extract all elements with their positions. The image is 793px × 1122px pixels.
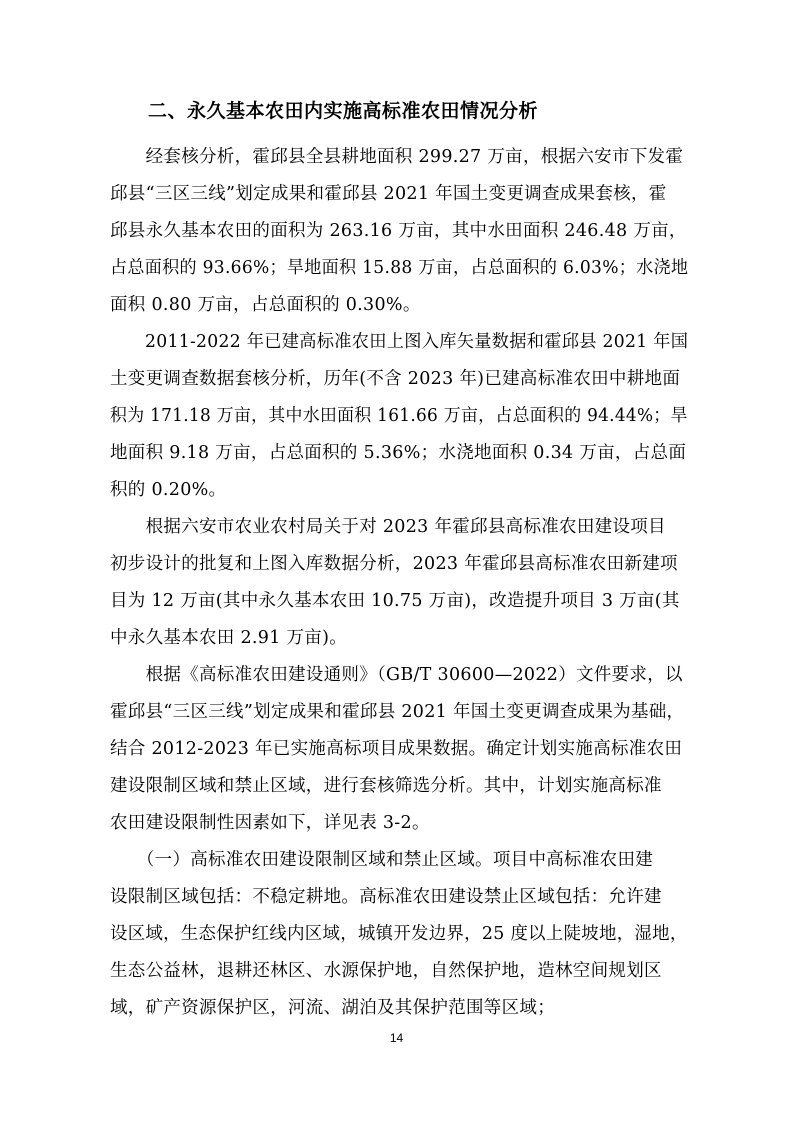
text-line: 目为 12 万亩(其中永久基本农田 10.75 万亩)，改造提升项目 3 万亩(其 bbox=[110, 591, 680, 611]
text-line: 2011-2022 年已建高标准农田上图入库矢量数据和霍邱县 2021 年国 bbox=[110, 332, 689, 352]
text-line: 结合 2012-2023 年已实施高标项目成果数据。确定计划实施高标准农田 bbox=[110, 739, 683, 759]
page-number: 14 bbox=[389, 1031, 404, 1045]
text-line: 根据六安市农业农村局关于对 2023 年霍邱县高标准农田建设项目 bbox=[110, 517, 666, 537]
text-line: 邱县永久基本农田的面积为 263.16 万亩，其中水田面积 246.48 万亩， bbox=[110, 221, 687, 241]
text-line: 占总面积的 93.66%；旱地面积 15.88 万亩，占总面积的 6.03%；水浇地 bbox=[110, 258, 689, 278]
text-line: 设区域，生态保护红线内区域，城镇开发边界，25 度以上陡坡地，湿地， bbox=[110, 924, 688, 944]
section-heading: 二、永久基本农田内实施高标准农田情况分析 bbox=[148, 100, 539, 122]
text-line: 设限制区域包括：不稳定耕地。高标准农田建设禁止区域包括：允许建 bbox=[110, 887, 662, 907]
text-line: 邱县“三区三线”划定成果和霍邱县 2021 年国土变更调查成果套核，霍 bbox=[110, 184, 667, 204]
text-line: （一）高标准农田建设限制区域和禁止区域。项目中高标准农田建 bbox=[110, 850, 654, 870]
text-line: 土变更调查数据套核分析，历年(不含 2023 年)已建高标准农田中耕地面 bbox=[110, 369, 681, 389]
text-line: 积的 0.20%。 bbox=[110, 480, 227, 500]
text-line: 经套核分析，霍邱县全县耕地面积 299.27 万亩，根据六安市下发霍 bbox=[110, 147, 684, 167]
text-line: 积为 171.18 万亩，其中水田面积 161.66 万亩，占总面积的 94.44%；旱 bbox=[110, 406, 688, 426]
text-line: 农田建设限制性因素如下，详见表 3-2。 bbox=[110, 813, 430, 833]
text-line: 面积 0.80 万亩，占总面积的 0.30%。 bbox=[110, 295, 421, 315]
text-line: 域，矿产资源保护区，河流、湖泊及其保护范围等区域； bbox=[110, 998, 555, 1018]
text-line: 霍邱县“三区三线”划定成果和霍邱县 2021 年国土变更调查成果为基础， bbox=[110, 702, 685, 722]
text-line: 中永久基本农田 2.91 万亩)。 bbox=[110, 628, 348, 648]
text-line: 地面积 9.18 万亩，占总面积的 5.36%；水浇地面积 0.34 万亩，占总面 bbox=[110, 443, 687, 463]
text-line: 初步设计的批复和上图入库数据分析，2023 年霍邱县高标准农田新建项 bbox=[110, 554, 678, 574]
text-line: 生态公益林，退耕还林区、水源保护地，自然保护地，造林空间规划区 bbox=[110, 961, 662, 981]
text-line: 建设限制区域和禁止区域，进行套核筛选分析。其中，计划实施高标准 bbox=[110, 776, 662, 796]
text-line: 根据《高标准农田建设通则》（GB/T 30600—2022）文件要求，以 bbox=[110, 665, 683, 685]
